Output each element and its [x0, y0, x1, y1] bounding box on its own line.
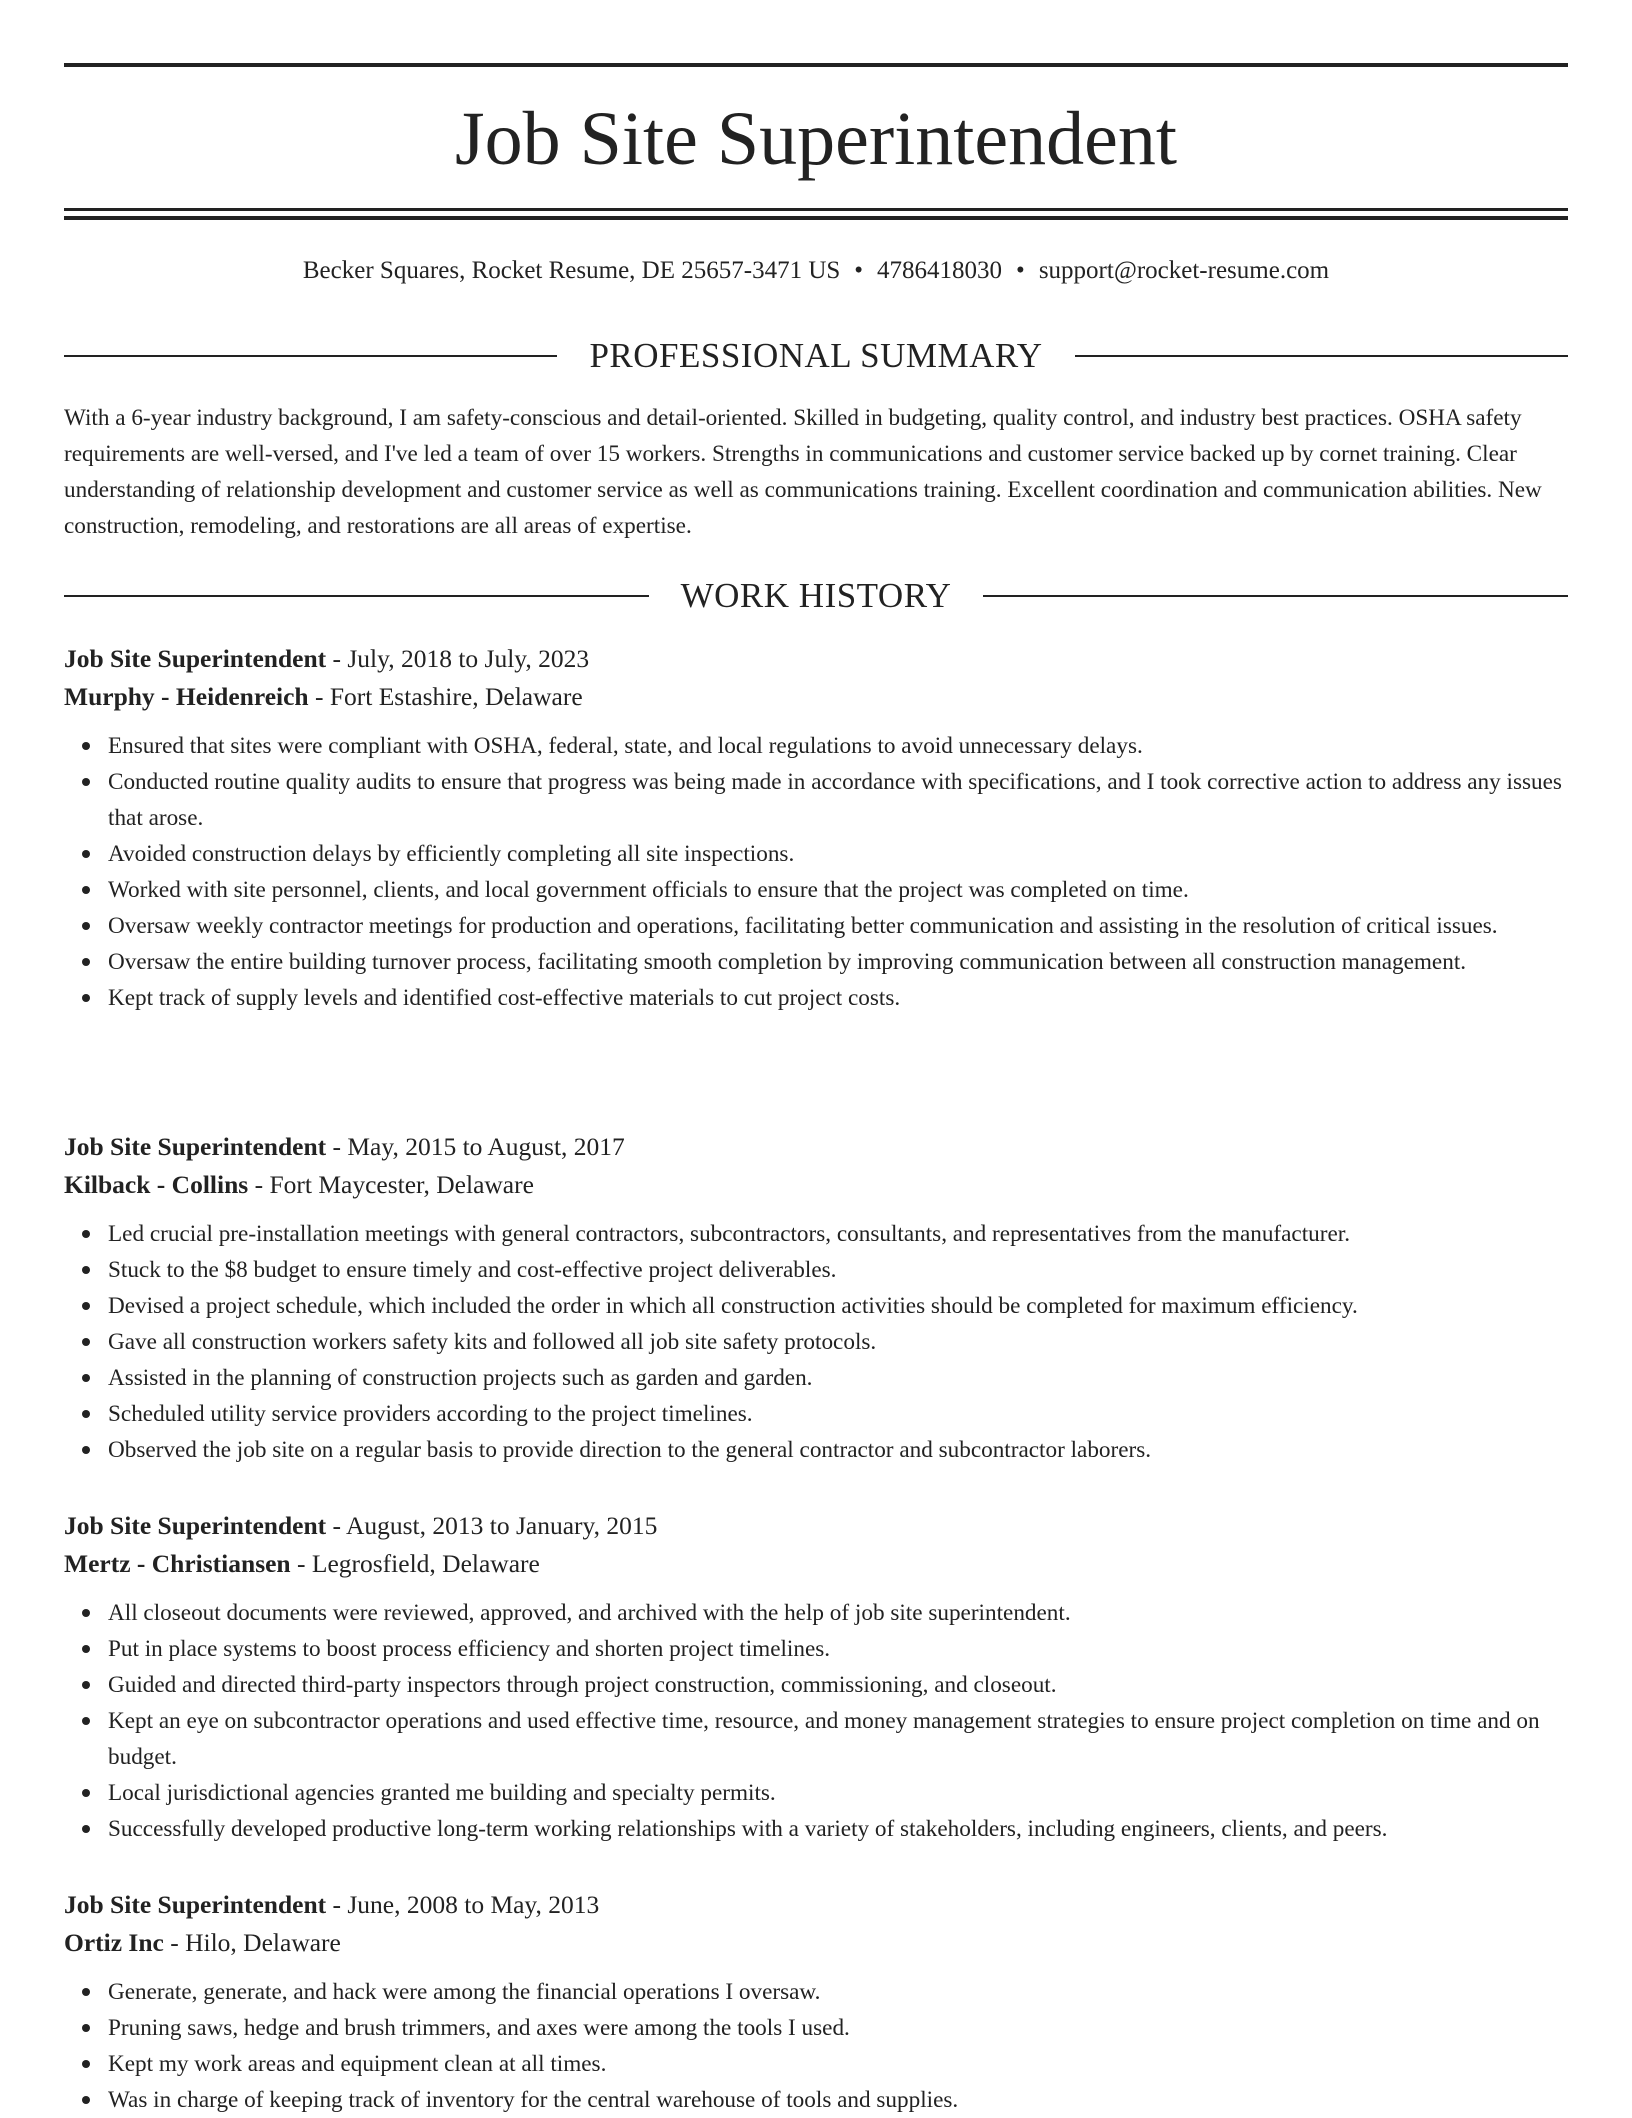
work-history-section-heading [64, 574, 1568, 618]
job-location: - Fort Estashire, Delaware [308, 682, 583, 711]
job-title-line [64, 1128, 1568, 1166]
header-rule-lower [64, 216, 1568, 220]
job-bullet: All closeout documents were reviewed, approved, and archived with the help of job site superintendent. [108, 1595, 1568, 1631]
job-entry [64, 1886, 1568, 2118]
contact-line [64, 254, 1568, 288]
job-bullet: Local jurisdictional agencies granted me building and specialty permits. [108, 1775, 1568, 1811]
job-title-line [64, 640, 1568, 678]
job-location: - Legrosfield, Delaware [290, 1549, 540, 1578]
summary-text: With a 6-year industry background, I am safety-conscious and detail-oriented. Skilled in budgeting, quality control, and industry best practices. OSHA safety requirements are well-versed, and I've led a team of over 15 workers. Strengths in communications and customer service backed up by cornet training. Clear understanding of relationship development and customer service as well as communications training. Excellent coordination and communication abilities. New construction, remodeling, and restorations are all areas of expertise. [64, 405, 1542, 539]
job-bullets [64, 1974, 1568, 2118]
job-bullet: Scheduled utility service providers according to the project timelines. [108, 1396, 1568, 1432]
job-bullet: Kept track of supply levels and identified cost-effective materials to cut project costs. [108, 980, 1568, 1016]
job-title: Job Site Superintendent [64, 1890, 327, 1919]
job-bullet: Led crucial pre-installation meetings with general contractors, subcontractors, consultants, and representatives from the manufacturer. [108, 1216, 1568, 1252]
job-title: Job Site Superintendent [64, 1511, 327, 1540]
heading-rule-right [983, 595, 1568, 597]
job-title-line [64, 1507, 1568, 1545]
work-history-section-title: WORK HISTORY [680, 576, 952, 615]
job-bullet: Ensured that sites were compliant with OSHA, federal, state, and local regulations to avoid unnecessary delays. [108, 728, 1568, 764]
job-dates: - May, 2015 to August, 2017 [326, 1132, 625, 1161]
job-bullet: Successfully developed productive long-term working relationships with a variety of stakeholders, including engineers, clients, and peers. [108, 1811, 1568, 1847]
contact-separator: • [1016, 257, 1025, 284]
job-bullet: Put in place systems to boost process efficiency and shorten project timelines. [108, 1631, 1568, 1667]
job-bullet: Gave all construction workers safety kits and followed all job site safety protocols. [108, 1324, 1568, 1360]
summary-section-title: PROFESSIONAL SUMMARY [589, 336, 1043, 375]
job-bullet: Oversaw weekly contractor meetings for production and operations, facilitating better communication and assisting in the resolution of critical issues. [108, 908, 1568, 944]
job-bullet: Kept an eye on subcontractor operations and used effective time, resource, and money management strategies to ensure project completion on time and on budget. [108, 1703, 1568, 1775]
job-company: Kilback - Collins [64, 1170, 249, 1199]
job-bullet: Assisted in the planning of construction projects such as garden and garden. [108, 1360, 1568, 1396]
job-title: Job Site Superintendent [64, 644, 327, 673]
job-bullet: Guided and directed third-party inspectors through project construction, commissioning, and closeout. [108, 1667, 1568, 1703]
contact-phone: 4786418030 [877, 257, 1003, 284]
job-bullet: Pruning saws, hedge and brush trimmers, and axes were among the tools I used. [108, 2010, 1568, 2046]
job-company: Murphy - Heidenreich [64, 682, 309, 711]
job-company-line [64, 1545, 1568, 1583]
job-dates: - August, 2013 to January, 2015 [326, 1511, 658, 1540]
job-location: - Hilo, Delaware [163, 1928, 341, 1957]
contact-email: support@rocket-resume.com [1038, 257, 1330, 284]
job-company-line [64, 678, 1568, 716]
job-bullet: Stuck to the $8 budget to ensure timely and cost-effective project deliverables. [108, 1252, 1568, 1288]
contact-separator: • [854, 257, 864, 284]
job-company: Ortiz Inc [64, 1928, 164, 1957]
job-bullets [64, 728, 1568, 1016]
job-bullet: Avoided construction delays by efficiently completing all site inspections. [108, 836, 1568, 872]
job-bullet: Conducted routine quality audits to ensure that progress was being made in accordance with specifications, and I took corrective action to address any issues that arose. [108, 764, 1568, 836]
job-location: - Fort Maycester, Delaware [248, 1170, 534, 1199]
job-bullet: Was in charge of keeping track of inventory for the central warehouse of tools and supplies. [108, 2082, 1568, 2118]
resume-name: Job Site Superintendent [455, 97, 1177, 181]
job-company-line [64, 1924, 1568, 1962]
job-bullet: Oversaw the entire building turnover process, facilitating smooth completion by improving communication between all construction management. [108, 944, 1568, 980]
contact-address: Becker Squares, Rocket Resume, DE 25657-3471 US [302, 257, 841, 284]
job-bullets [64, 1216, 1568, 1468]
header-rule-upper [64, 208, 1568, 211]
job-bullet: Kept my work areas and equipment clean at all times. [108, 2046, 1568, 2082]
job-bullet: Observed the job site on a regular basis to provide direction to the general contractor and subcontractor laborers. [108, 1432, 1568, 1468]
job-dates: - July, 2018 to July, 2023 [326, 644, 590, 673]
heading-rule-left [64, 355, 557, 357]
job-company: Mertz - Christiansen [64, 1549, 291, 1578]
job-dates: - June, 2008 to May, 2013 [326, 1890, 600, 1919]
job-entry [64, 1507, 1568, 1847]
job-entry [64, 1128, 1568, 1468]
heading-rule-right [1075, 355, 1568, 357]
job-title: Job Site Superintendent [64, 1132, 327, 1161]
job-company-line [64, 1166, 1568, 1204]
job-entry [64, 640, 1568, 1016]
job-bullets [64, 1595, 1568, 1847]
job-bullet: Worked with site personnel, clients, and local government officials to ensure that the project was completed on time. [108, 872, 1568, 908]
heading-rule-left [64, 595, 649, 597]
job-bullet: Devised a project schedule, which included the order in which all construction activities should be completed for maximum efficiency. [108, 1288, 1568, 1324]
summary-section-heading [64, 334, 1568, 378]
job-title-line [64, 1886, 1568, 1924]
header-top-rule [64, 63, 1568, 67]
job-bullet: Generate, generate, and hack were among the financial operations I oversaw. [108, 1974, 1568, 2010]
